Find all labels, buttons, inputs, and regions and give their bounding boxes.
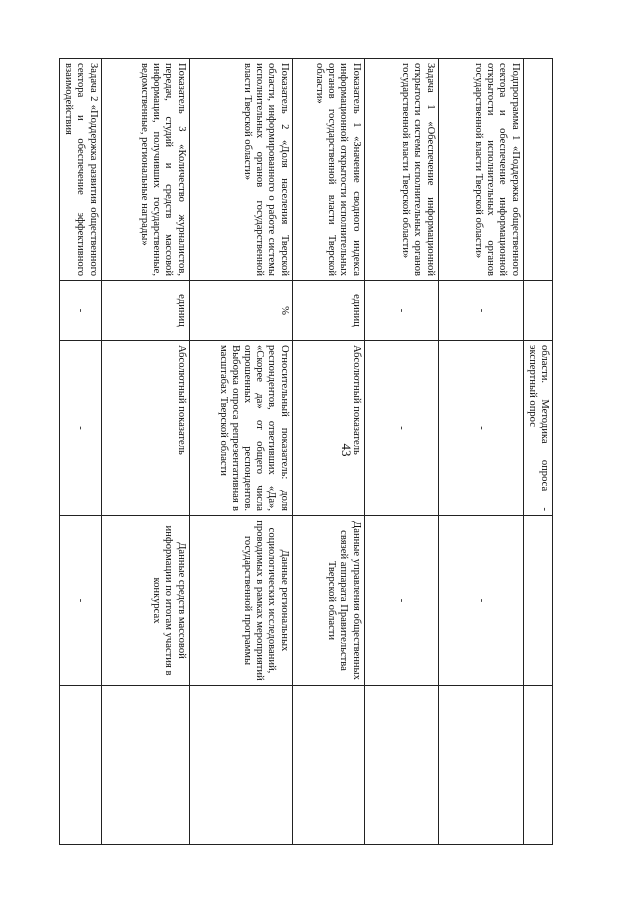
- source-cell: -: [438, 516, 523, 686]
- unit-cell: единиц: [292, 281, 364, 341]
- page-number: 43: [339, 443, 354, 457]
- source-cell: -: [364, 516, 438, 686]
- table-row: [364, 59, 438, 845]
- unit-cell: единиц: [101, 281, 189, 341]
- rotated-table-container: [63, 58, 553, 844]
- table-area: [63, 58, 553, 844]
- unit-cell: [523, 281, 552, 341]
- notes-cell: [59, 686, 101, 845]
- name-cell: Задача 2 «Поддержка развития общественного сектора и обеспечение эффективного взаимодействия: [59, 59, 101, 281]
- method-cell: Абсолютный показатель: [101, 341, 189, 516]
- method-cell: -: [59, 341, 101, 516]
- notes-cell: [292, 686, 364, 845]
- method-cell: -: [438, 341, 523, 516]
- name-cell: [523, 59, 552, 281]
- name-cell: Задача 1 «Обеспечение информационной открытости системы исполнительных органов государственной власти Тверской области»: [364, 59, 438, 281]
- notes-cell: [364, 686, 438, 845]
- method-cell: области. Методика опроса - экспертный опрос: [523, 341, 552, 516]
- unit-cell: %: [189, 281, 292, 341]
- notes-cell: [189, 686, 292, 845]
- method-cell: -: [364, 341, 438, 516]
- notes-cell: [523, 686, 552, 845]
- unit-cell: -: [438, 281, 523, 341]
- source-cell: Данные управления общественных связей аппарата Правительства Тверской области: [292, 516, 364, 686]
- source-cell: [523, 516, 552, 686]
- method-cell: Абсолютный показатель: [292, 341, 364, 516]
- table-row: [438, 59, 523, 845]
- source-cell: -: [59, 516, 101, 686]
- notes-cell: [101, 686, 189, 845]
- table-row: [59, 59, 101, 845]
- name-cell: Показатель 1 «Значение сводного индекса информационной открытости исполнительных органов государственной власти Тверской области»: [292, 59, 364, 281]
- source-cell: Данные региональных социологических исследований, проводимых в рамках мероприятий государственной программы: [189, 516, 292, 686]
- name-cell: Показатель 3 «Количество журналистов, передач, студий и средств массовой информации, получивших государственные, ведомственные, региональные награды»: [101, 59, 189, 281]
- notes-cell: [438, 686, 523, 845]
- table-row: [292, 59, 364, 845]
- unit-cell: -: [59, 281, 101, 341]
- unit-cell: -: [364, 281, 438, 341]
- source-cell: Данные средств массовой информации по итогам участия в конкурсах: [101, 516, 189, 686]
- table-row: [523, 59, 552, 845]
- name-cell: Подпрограмма 1 «Поддержка общественного сектора и обеспечение информационной открытости исполнительных органов государственной власти Тверской области»: [438, 59, 523, 281]
- indicator-table: [59, 58, 553, 845]
- table-row: [189, 59, 292, 845]
- method-cell: Относительный показатель: доля респондентов, ответивших «Да», «Скорее да» от общего числа опрошенных респондентов. Выборка опроса репрезентативная в масштабах Тверской области: [189, 341, 292, 516]
- name-cell: Показатель 2 «Доля населения Тверской области, информированного о работе системы исполнительных органов государственной власти Тверской области»: [189, 59, 292, 281]
- table-row: [101, 59, 189, 845]
